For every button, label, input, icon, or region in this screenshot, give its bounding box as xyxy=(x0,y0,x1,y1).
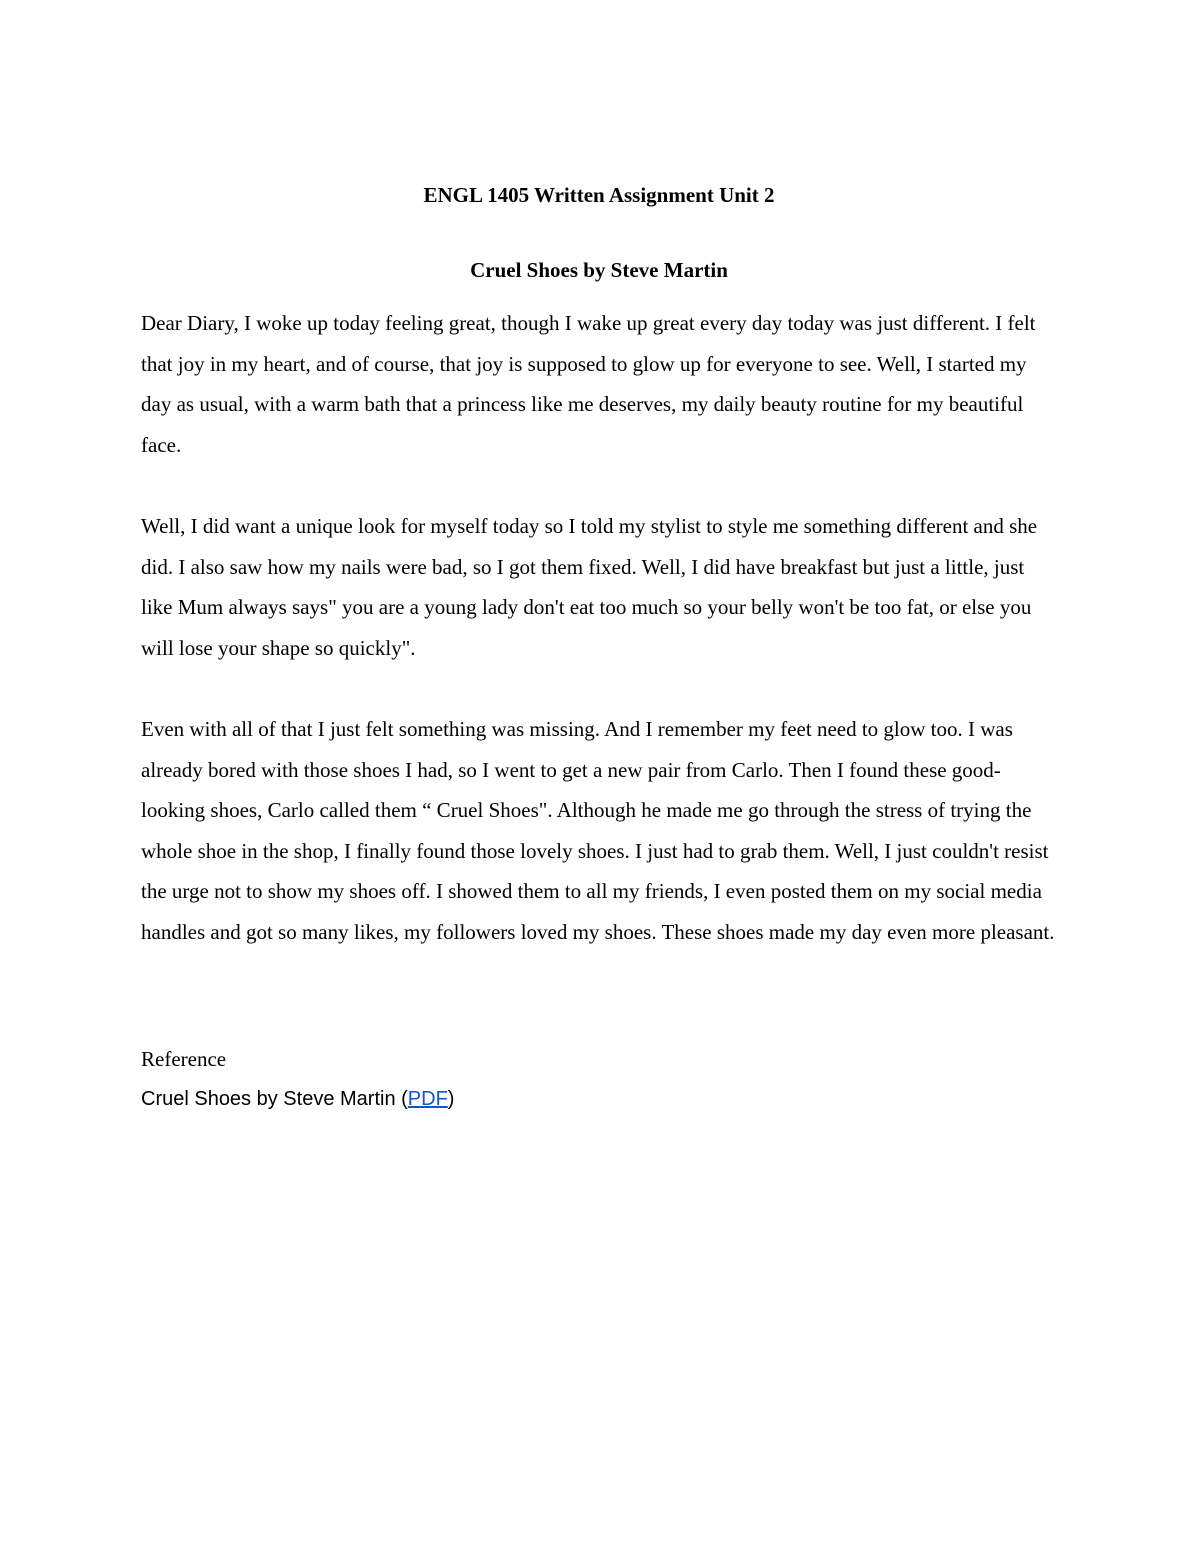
document-title: ENGL 1405 Written Assignment Unit 2 xyxy=(423,183,775,207)
pdf-link[interactable]: PDF xyxy=(407,1087,448,1110)
body-paragraph-1: Dear Diary, I woke up today feeling great, though I wake up great every day today was just different. I felt that joy in my heart, and of course, that joy is supposed to glow up for everyone to see. Well, I started my day as usual, with a warm bath that a princess like me deserves, my daily beauty routine for my beautiful face. xyxy=(141,311,1036,457)
body-paragraph-3: Even with all of that I just felt something was missing. And I remember my feet need to glow too. I was already bored with those shoes I had, so I went to get a new pair from Carlo. Then I found these good-looking shoes, Carlo called them “ Cruel Shoes". Although he made me go through the stress of trying the whole shoe in the shop, I finally found those lovely shoes. I just had to grab them. Well, I just couldn't resist the urge not to show my shoes off. I showed them to all my friends, I even posted them on my social media handles and got so many likes, my followers loved my shoes. These shoes made my day even more pleasant. xyxy=(141,716,1055,944)
citation-text: Cruel Shoes by Steve Martin ( xyxy=(141,1087,408,1110)
reference-citation xyxy=(141,1079,1057,1119)
body-paragraph-2: Well, I did want a unique look for myself today so I told my stylist to style me something different and she did. I also saw how my nails were bad, so I got them fixed. Well, I did have breakfast but just a little, just like Mum always says" you are a young lady don't eat too much so your belly won't be too fat, or else you will lose your shape so quickly". xyxy=(141,513,1038,660)
document-body xyxy=(141,178,1057,1119)
reference-section xyxy=(141,1039,1057,1119)
reference-heading: Reference xyxy=(141,1046,227,1071)
document-subtitle: Cruel Shoes by Steve Martin xyxy=(470,258,728,282)
citation-closing: ) xyxy=(447,1087,455,1110)
